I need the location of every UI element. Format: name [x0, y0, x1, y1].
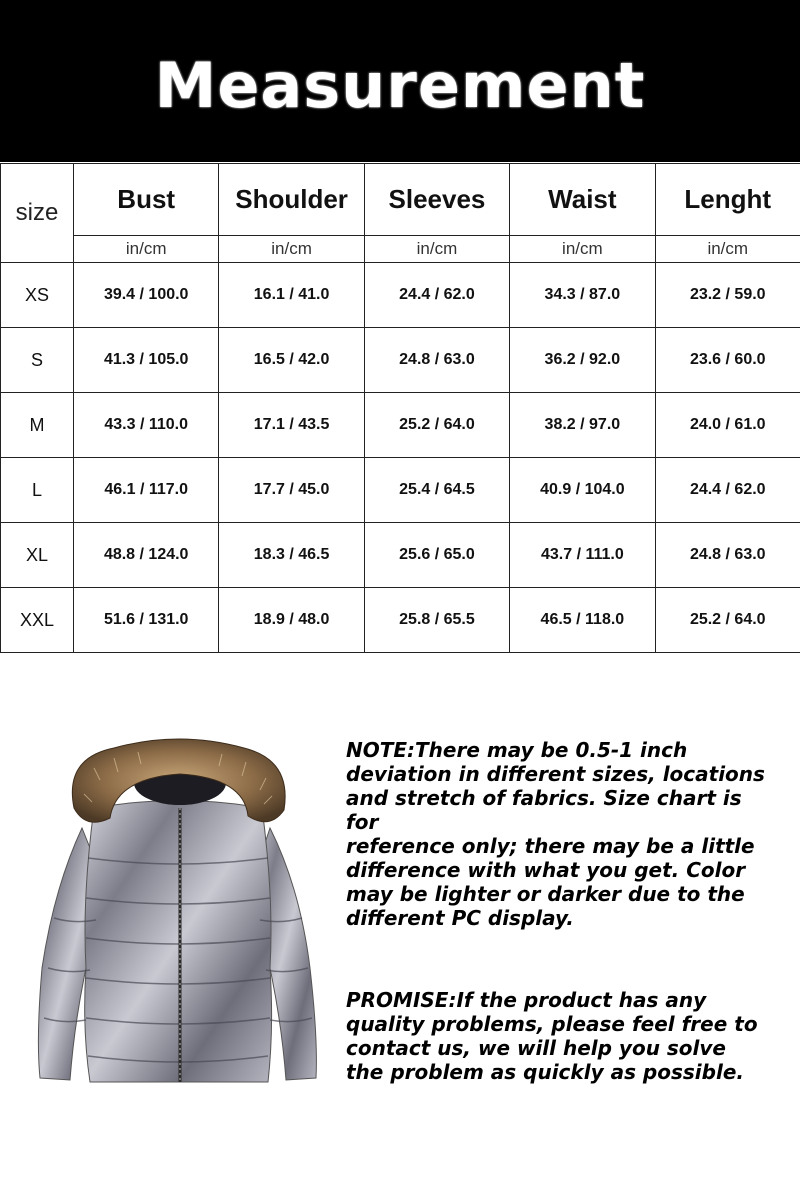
shoulder-value: 16.1 / 41.0	[219, 263, 364, 328]
unit-row	[1, 236, 800, 263]
length-value: 24.0 / 61.0	[655, 393, 800, 458]
size-label: M	[1, 393, 74, 458]
table-row	[1, 588, 800, 653]
table-row	[1, 523, 800, 588]
length-value: 24.4 / 62.0	[655, 458, 800, 523]
note-text	[346, 738, 776, 930]
column-header-shoulder: Shoulder	[219, 164, 364, 236]
column-header-waist: Waist	[510, 164, 655, 236]
shoulder-value: 17.1 / 43.5	[219, 393, 364, 458]
table-row	[1, 458, 800, 523]
promise-text	[346, 988, 776, 1084]
size-label: L	[1, 458, 74, 523]
waist-value: 43.7 / 111.0	[510, 523, 655, 588]
waist-value: 40.9 / 104.0	[510, 458, 655, 523]
bust-value: 43.3 / 110.0	[74, 393, 219, 458]
shoulder-value: 18.3 / 46.5	[219, 523, 364, 588]
sleeves-value: 24.4 / 62.0	[364, 263, 509, 328]
note-line: difference with what you get. Color	[346, 858, 746, 882]
length-value: 25.2 / 64.0	[655, 588, 800, 653]
bust-value: 51.6 / 131.0	[74, 588, 219, 653]
shoulder-value: 18.9 / 48.0	[219, 588, 364, 653]
column-header-bust: Bust	[74, 164, 219, 236]
note-line: deviation in different sizes, locations	[346, 762, 765, 786]
bust-value: 41.3 / 105.0	[74, 328, 219, 393]
unit-label: in/cm	[510, 236, 655, 263]
sleeves-value: 25.6 / 65.0	[364, 523, 509, 588]
note-line: reference only; there may be a little	[346, 834, 755, 858]
sleeves-value: 25.8 / 65.5	[364, 588, 509, 653]
bust-value: 46.1 / 117.0	[74, 458, 219, 523]
size-label: S	[1, 328, 74, 393]
promise-line: quality problems, please feel free to	[346, 1012, 758, 1036]
table-row	[1, 328, 800, 393]
size-label: XXL	[1, 588, 74, 653]
size-column-header: size	[1, 164, 74, 263]
unit-label: in/cm	[364, 236, 509, 263]
note-line: NOTE:There may be 0.5-1 inch	[346, 738, 688, 762]
size-label: XL	[1, 523, 74, 588]
promise-line: contact us, we will help you solve	[346, 1036, 726, 1060]
note-line: different PC display.	[346, 906, 574, 930]
waist-value: 38.2 / 97.0	[510, 393, 655, 458]
note-line: and stretch of fabrics. Size chart is for	[346, 786, 742, 834]
unit-label: in/cm	[74, 236, 219, 263]
bust-value: 39.4 / 100.0	[74, 263, 219, 328]
sleeves-value: 24.8 / 63.0	[364, 328, 509, 393]
shoulder-value: 16.5 / 42.0	[219, 328, 364, 393]
size-chart-table	[0, 163, 800, 653]
column-header-sleeves: Sleeves	[364, 164, 509, 236]
bust-value: 48.8 / 124.0	[74, 523, 219, 588]
size-label: XS	[1, 263, 74, 328]
table-header-row	[1, 164, 800, 236]
table-row	[1, 263, 800, 328]
promise-line: the problem as quickly as possible.	[346, 1060, 744, 1084]
waist-value: 46.5 / 118.0	[510, 588, 655, 653]
waist-value: 34.3 / 87.0	[510, 263, 655, 328]
length-value: 23.6 / 60.0	[655, 328, 800, 393]
table-row	[1, 393, 800, 458]
length-value: 23.2 / 59.0	[655, 263, 800, 328]
column-header-length: Lenght	[655, 164, 800, 236]
page-title: Measurement	[154, 48, 646, 122]
unit-label: in/cm	[219, 236, 364, 263]
waist-value: 36.2 / 92.0	[510, 328, 655, 393]
note-line: may be lighter or darker due to the	[346, 882, 745, 906]
title-banner	[0, 0, 800, 162]
promise-line: PROMISE:If the product has any	[346, 988, 707, 1012]
length-value: 24.8 / 63.0	[655, 523, 800, 588]
shoulder-value: 17.7 / 45.0	[219, 458, 364, 523]
product-image-jacket	[34, 738, 324, 1088]
sleeves-value: 25.4 / 64.5	[364, 458, 509, 523]
unit-label: in/cm	[655, 236, 800, 263]
sleeves-value: 25.2 / 64.0	[364, 393, 509, 458]
